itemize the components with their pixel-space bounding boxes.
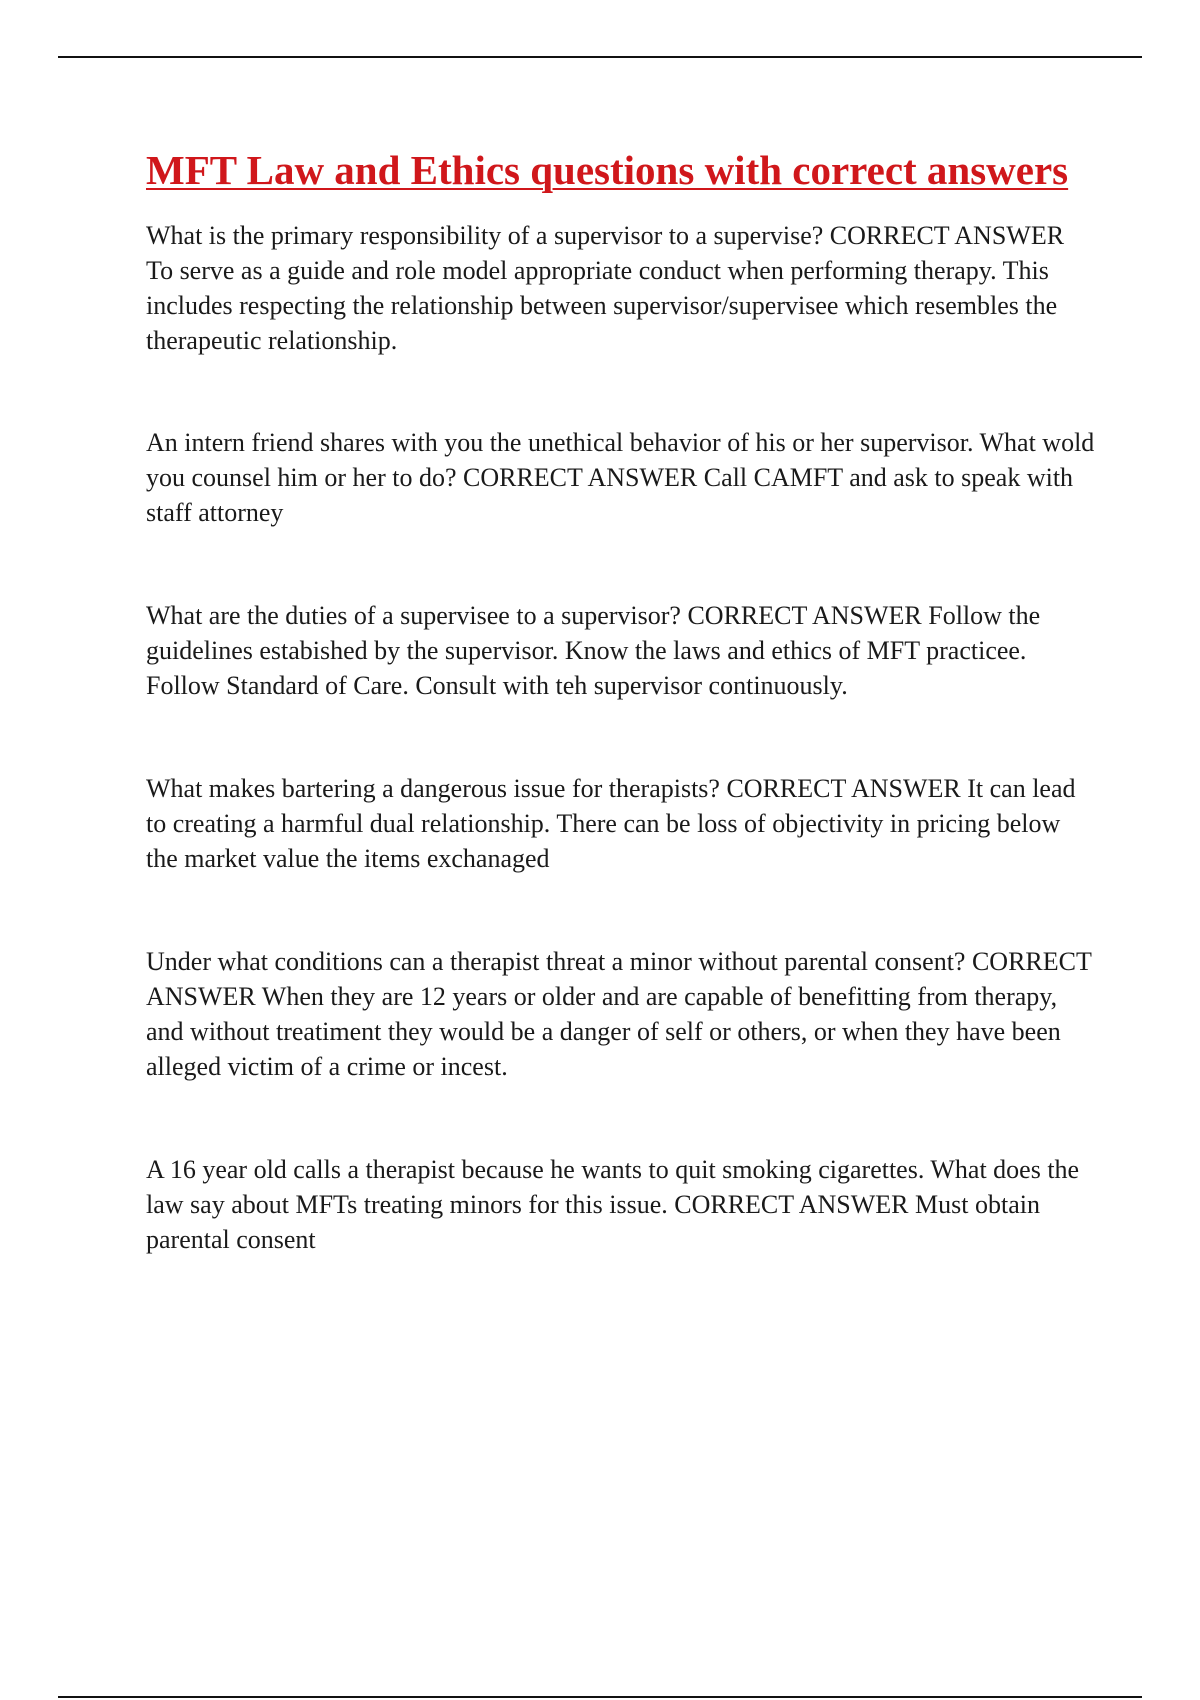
header-rule [58, 56, 1142, 58]
qa-item: A 16 year old calls a therapist because he wants to quit smoking cigarettes. What does the law say about MFTs treating minors for this issue. CORRECT ANSWER Must obtain parental consent [146, 1155, 1080, 1254]
footer-rule [58, 1696, 1142, 1698]
qa-item: Under what conditions can a therapist threat a minor without parental consent? CORRECT ANSWER When they are 12 years or older and are capable of benefitting from therapy, and without treatiment they would be a danger of self or others, or when they have been alleged victim of a crime or incest. [146, 947, 1092, 1081]
document-body [146, 142, 1096, 1325]
qa-item: What is the primary responsibility of a supervisor to a supervise? CORRECT ANSWER To serve as a guide and role model appropriate conduct when performing therapy. This includes respecting the relationship between supervisor/supervisee which resembles the therapeutic relationship. [146, 221, 1065, 355]
qa-item: What are the duties of a supervisee to a supervisor? CORRECT ANSWER Follow the guidelines estabished by the supervisor. Know the laws and ethics of MFT practicee. Follow Standard of Care. Consult with teh supervisor continuously. [146, 601, 1041, 700]
document-title: MFT Law and Ethics questions with correct answers [146, 147, 1069, 193]
qa-item: What makes bartering a dangerous issue for therapists? CORRECT ANSWER It can lead to creating a harmful dual relationship. There can be loss of objectivity in pricing below the market value the items exchanaged [146, 774, 1076, 873]
qa-item: An intern friend shares with you the unethical behavior of his or her supervisor. What wold you counsel him or her to do? CORRECT ANSWER Call CAMFT and ask to speak with staff attorney [146, 428, 1095, 527]
